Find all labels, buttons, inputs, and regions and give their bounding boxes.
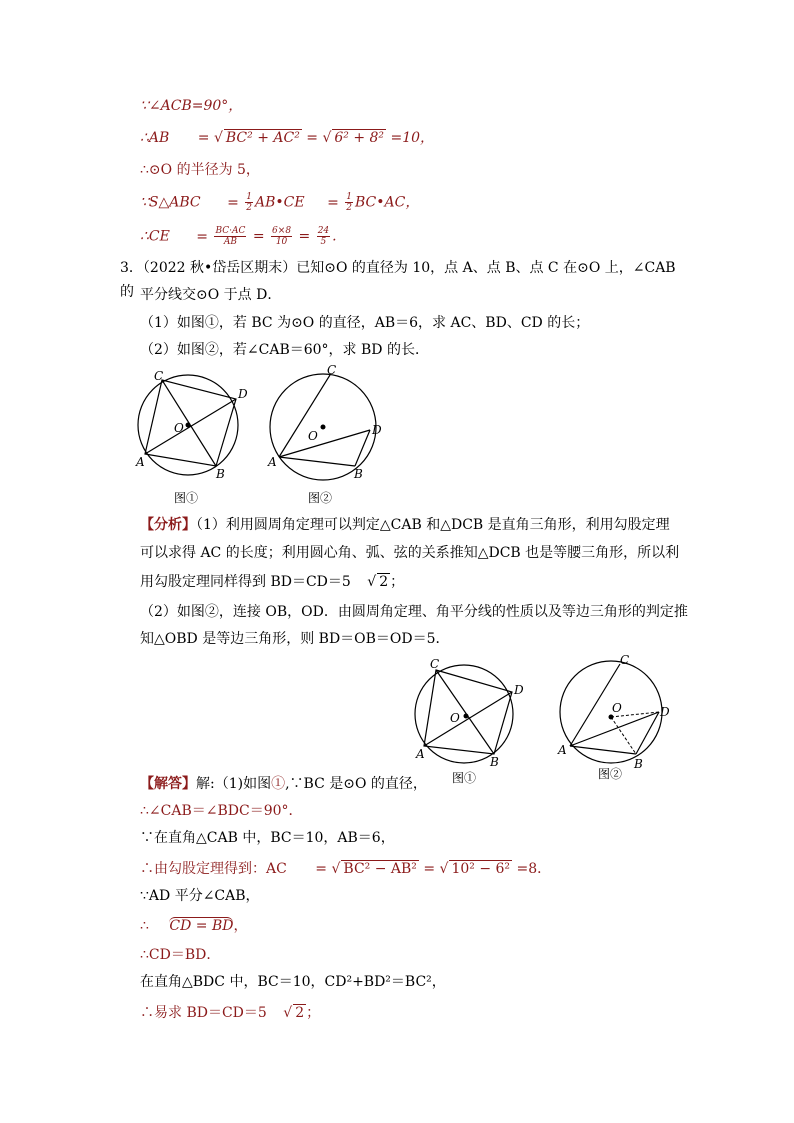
fig4-label-a: A	[558, 743, 567, 757]
solution-line-6: ∴ CD = BD，	[140, 918, 248, 934]
fig2-label-b: B	[354, 467, 363, 481]
fig3-label-a: A	[416, 747, 425, 761]
fig4-label-b: B	[634, 757, 643, 771]
solution-line-1: 【解答】解:（1)如图①,∵BC 是⊙O 的直径，	[140, 776, 427, 792]
prev-line-5: ∴CE = $\frac{BC\cdot AC}{AB}$ = $\frac{6\times 8}{10}$ = $\frac{24}{5}$ .	[140, 226, 337, 247]
solution-line-4: ∴由勾股定理得到：AC = √ BC² − AB² = √ 10² − 6² =8．	[140, 861, 552, 877]
fig1-label-c: C	[154, 369, 164, 383]
problem-question-1: （1）如图①，若 BC 为⊙O 的直径，AB＝6，求 AC、BD、CD 的长；	[140, 315, 590, 331]
fig3-label-o: O	[450, 711, 460, 725]
problem-question-2: （2）如图②，若∠CAB＝60°，求 BD 的长．	[140, 342, 429, 358]
analysis-line-1: 【分析】（1）利用圆周角定理可以判定△CAB 和△DCB 是直角三角形，利用勾股定理	[140, 517, 670, 533]
fig1-label-a: A	[136, 455, 145, 469]
fig2-label-a: A	[268, 455, 277, 469]
figure-2	[267, 363, 382, 505]
solution-label: 【解答】	[140, 776, 196, 792]
solution-line-7: ∴CD＝BD．	[140, 947, 221, 963]
figure-3	[415, 657, 524, 785]
prev-line-2: ∴AB = √ BC² + AC² = √ 6² + 8² =10，	[140, 130, 435, 146]
analysis-label: 【分析】	[140, 517, 196, 533]
analysis-line-3: 用勾股定理同样得到 BD＝CD＝5 √ 2 ；	[140, 574, 405, 590]
fig3-label-b: B	[490, 755, 499, 769]
problem-line-1: 3．（2022 秋•岱岳区期末）已知⊙O 的直径为 10，点 A、点 B、点 C 在⊙O 上，∠CAB 的	[120, 260, 676, 300]
analysis-line-5: 知△OBD 是等边三角形，则 BD＝OB＝OD＝5．	[140, 631, 450, 647]
solution-line-9: ∴易求 BD＝CD＝5 √ 2 ；	[140, 1005, 321, 1021]
figure-1	[135, 369, 248, 505]
fig4-label-d: D	[660, 705, 670, 719]
problem-line-2: 平分线交⊙O 于点 D．	[140, 287, 282, 303]
analysis-line-2: 可以求得 AC 的长度；利用圆心角、弧、弦的关系推知△DCB 也是等腰三角形，所以利	[140, 545, 680, 561]
fig1-label-o: O	[174, 421, 184, 435]
fig2-label-c: C	[327, 363, 337, 377]
fig1-label-d: D	[238, 387, 248, 401]
figure-4	[557, 653, 670, 781]
solution-line-8: 在直角△BDC 中，BC＝10，CD²+BD²＝BC²，	[140, 974, 446, 990]
solution-line-2: ∴∠CAB＝∠BDC＝90°．	[140, 803, 303, 819]
fig3-caption: 图①	[452, 771, 477, 785]
analysis-line-4: （2）如图②，连接 OB，OD．由圆周角定理、角平分线的性质以及等边三角形的判定推	[140, 604, 688, 620]
fig2-label-o: O	[308, 429, 318, 443]
fig1-label-b: B	[216, 467, 225, 481]
fig3-label-d: D	[514, 683, 524, 697]
fig4-label-c: C	[620, 653, 630, 667]
prev-line-1: ∵∠ACB=90°，	[140, 98, 243, 114]
solution-line-5: ∵AD 平分∠CAB，	[140, 888, 260, 904]
problem-figures	[130, 362, 400, 512]
fig3-label-c: C	[430, 657, 440, 671]
fig1-caption: 图①	[174, 491, 199, 505]
fig2-label-d: D	[372, 423, 382, 437]
fig4-caption: 图②	[598, 767, 623, 781]
fig2-caption: 图②	[308, 491, 333, 505]
fig4-label-o: O	[612, 701, 622, 715]
analysis-figures	[408, 650, 688, 790]
prev-line-3: ∴⊙O 的半径为 5，	[140, 162, 260, 178]
prev-line-4: ∵S△ABC = $\frac{1}{2}$ AB•CE = $\frac{1}{2}$ BC•AC，	[140, 192, 420, 213]
solution-line-3: ∵在直角△CAB 中，BC＝10，AB＝6，	[140, 830, 395, 846]
